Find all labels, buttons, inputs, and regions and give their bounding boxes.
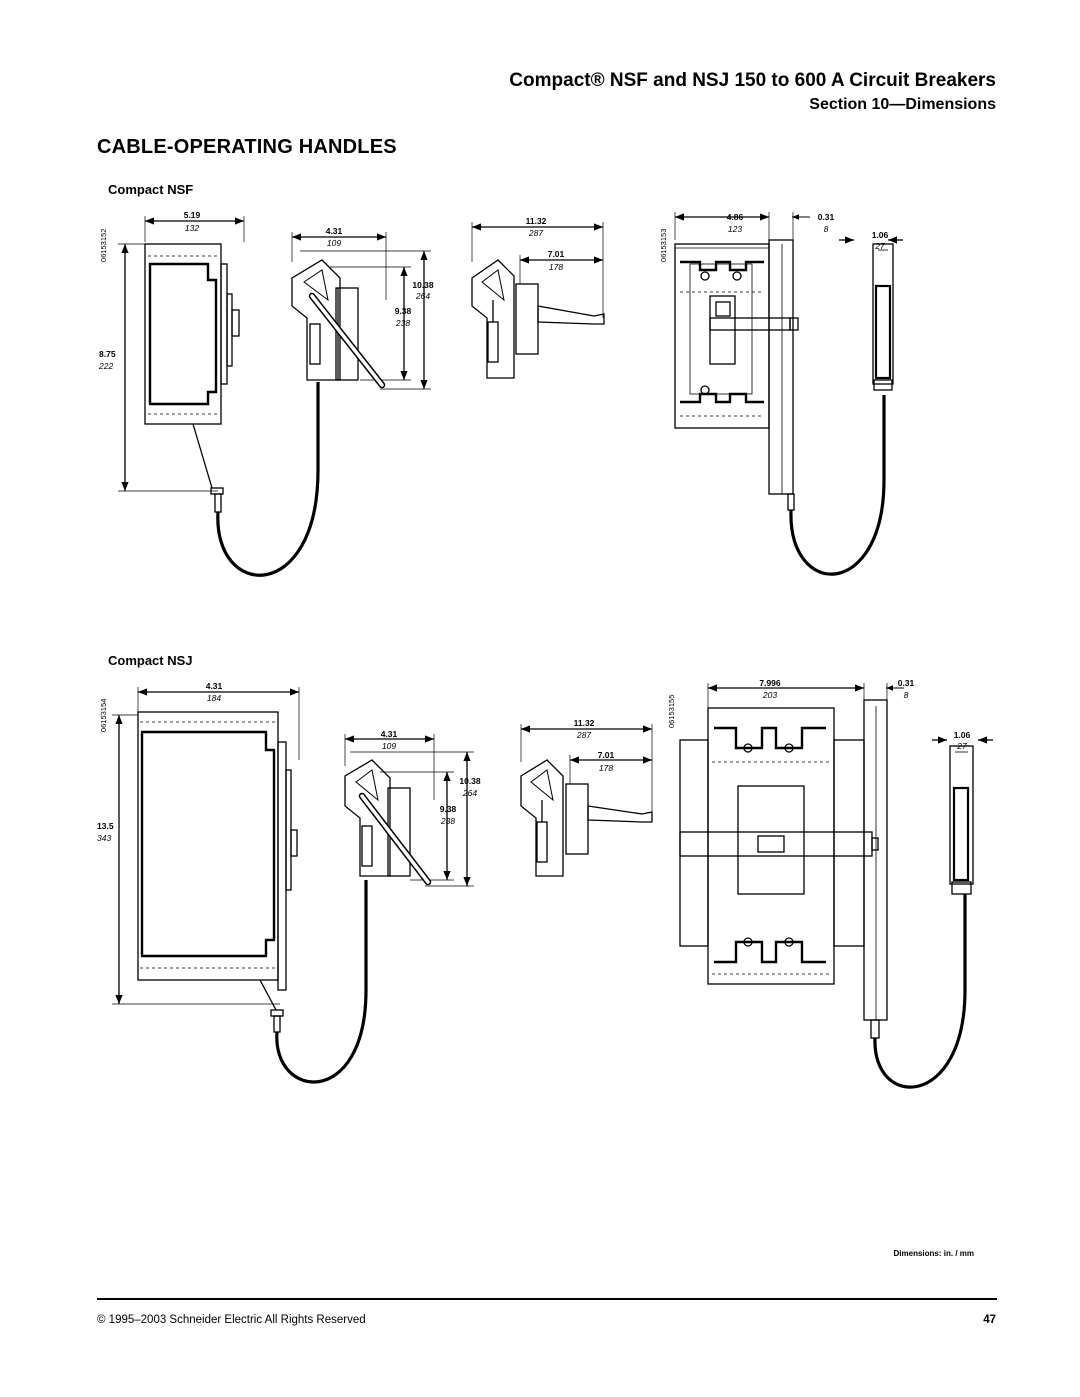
page-number: 47	[983, 1314, 996, 1326]
nsj-side-height-in: 13.5	[97, 821, 114, 831]
nsj-front-width-in: 7.996	[759, 678, 781, 688]
nsj-ext-shaft-mm: 178	[598, 763, 614, 773]
copyright-text: © 1995–2003 Schneider Electric All Rights Reserved	[97, 1314, 366, 1326]
nsf-front-width-in: 4.86	[726, 212, 744, 222]
nsj-handle-h1-mm: 264	[462, 788, 478, 798]
nsf-handle-h2-mm: 238	[395, 318, 411, 328]
nsj-handle-h1-in: 10.38	[459, 776, 481, 786]
nsj-handle-h2-mm: 238	[440, 816, 456, 826]
nsf-side-height-mm: 222	[99, 361, 114, 371]
nsj-handle-thick-in: 1.06	[953, 730, 971, 740]
nsf-rod-mm: 8	[823, 224, 829, 234]
nsf-handle-h1-mm: 264	[415, 291, 431, 301]
nsj-side-width-mm: 184	[206, 693, 222, 703]
nsf-extended-view	[472, 222, 604, 378]
nsj-ext-shaft-in: 7.01	[597, 750, 615, 760]
nsf-handle-width-in: 4.31	[325, 226, 343, 236]
nsf-side-width-mm: 132	[184, 223, 200, 233]
document-title: Compact® NSF and NSJ 150 to 600 A Circuit Breakers	[509, 70, 996, 91]
nsf-ext-shaft-in: 7.01	[547, 249, 565, 259]
nsj-ext-total-mm: 287	[576, 730, 592, 740]
nsj-extended-view	[521, 724, 652, 876]
nsj-side-view	[112, 687, 366, 1082]
nsf-front-view	[675, 212, 903, 574]
nsj-front-width-mm: 203	[762, 690, 778, 700]
page-heading: CABLE-OPERATING HANDLES	[97, 136, 397, 158]
nsj-handle-width-in: 4.31	[380, 729, 398, 739]
nsf-handle-thick-in: 1.06	[871, 230, 889, 240]
nsf-handle-h1-in: 10.38	[412, 280, 434, 290]
nsf-side-fig-number: 06153152	[99, 228, 108, 262]
nsf-front-fig-number: 06153153	[659, 228, 668, 262]
nsj-handle-width-mm: 109	[381, 741, 397, 751]
nsf-handle-thick-mm: 27	[875, 241, 885, 251]
nsf-ext-shaft-mm: 178	[548, 262, 564, 272]
nsf-section-label: Compact NSF	[108, 182, 194, 197]
nsj-side-height-mm: 343	[97, 833, 112, 843]
nsj-handle-h2-in: 9.38	[439, 804, 457, 814]
nsj-handle-thick-mm: 27	[957, 741, 967, 751]
nsj-ext-total-in: 11.32	[573, 718, 595, 728]
nsj-rod-mm: 8	[903, 690, 909, 700]
nsj-front-view	[680, 683, 993, 1087]
footer-rule	[97, 1298, 997, 1300]
nsf-side-height-in: 8.75	[99, 349, 116, 359]
nsj-front-fig-number: 06153155	[667, 694, 676, 728]
nsf-ext-total-mm: 287	[528, 228, 544, 238]
nsf-handle-width-mm: 109	[326, 238, 342, 248]
nsf-handle-h2-in: 9.38	[394, 306, 412, 316]
dimensions-note: Dimensions: in. / mm	[893, 1249, 974, 1258]
section-title: Section 10—Dimensions	[809, 96, 996, 113]
nsj-side-fig-number: 06153154	[99, 698, 108, 732]
nsj-section-label: Compact NSJ	[108, 653, 193, 668]
nsj-side-width-in: 4.31	[205, 681, 223, 691]
nsj-rod-in: 0.31	[897, 678, 915, 688]
nsf-front-width-mm: 123	[727, 224, 743, 234]
nsf-side-view	[118, 216, 318, 575]
nsf-rod-in: 0.31	[817, 212, 835, 222]
nsf-side-width-in: 5.19	[183, 210, 201, 220]
nsf-ext-total-in: 11.32	[525, 216, 547, 226]
